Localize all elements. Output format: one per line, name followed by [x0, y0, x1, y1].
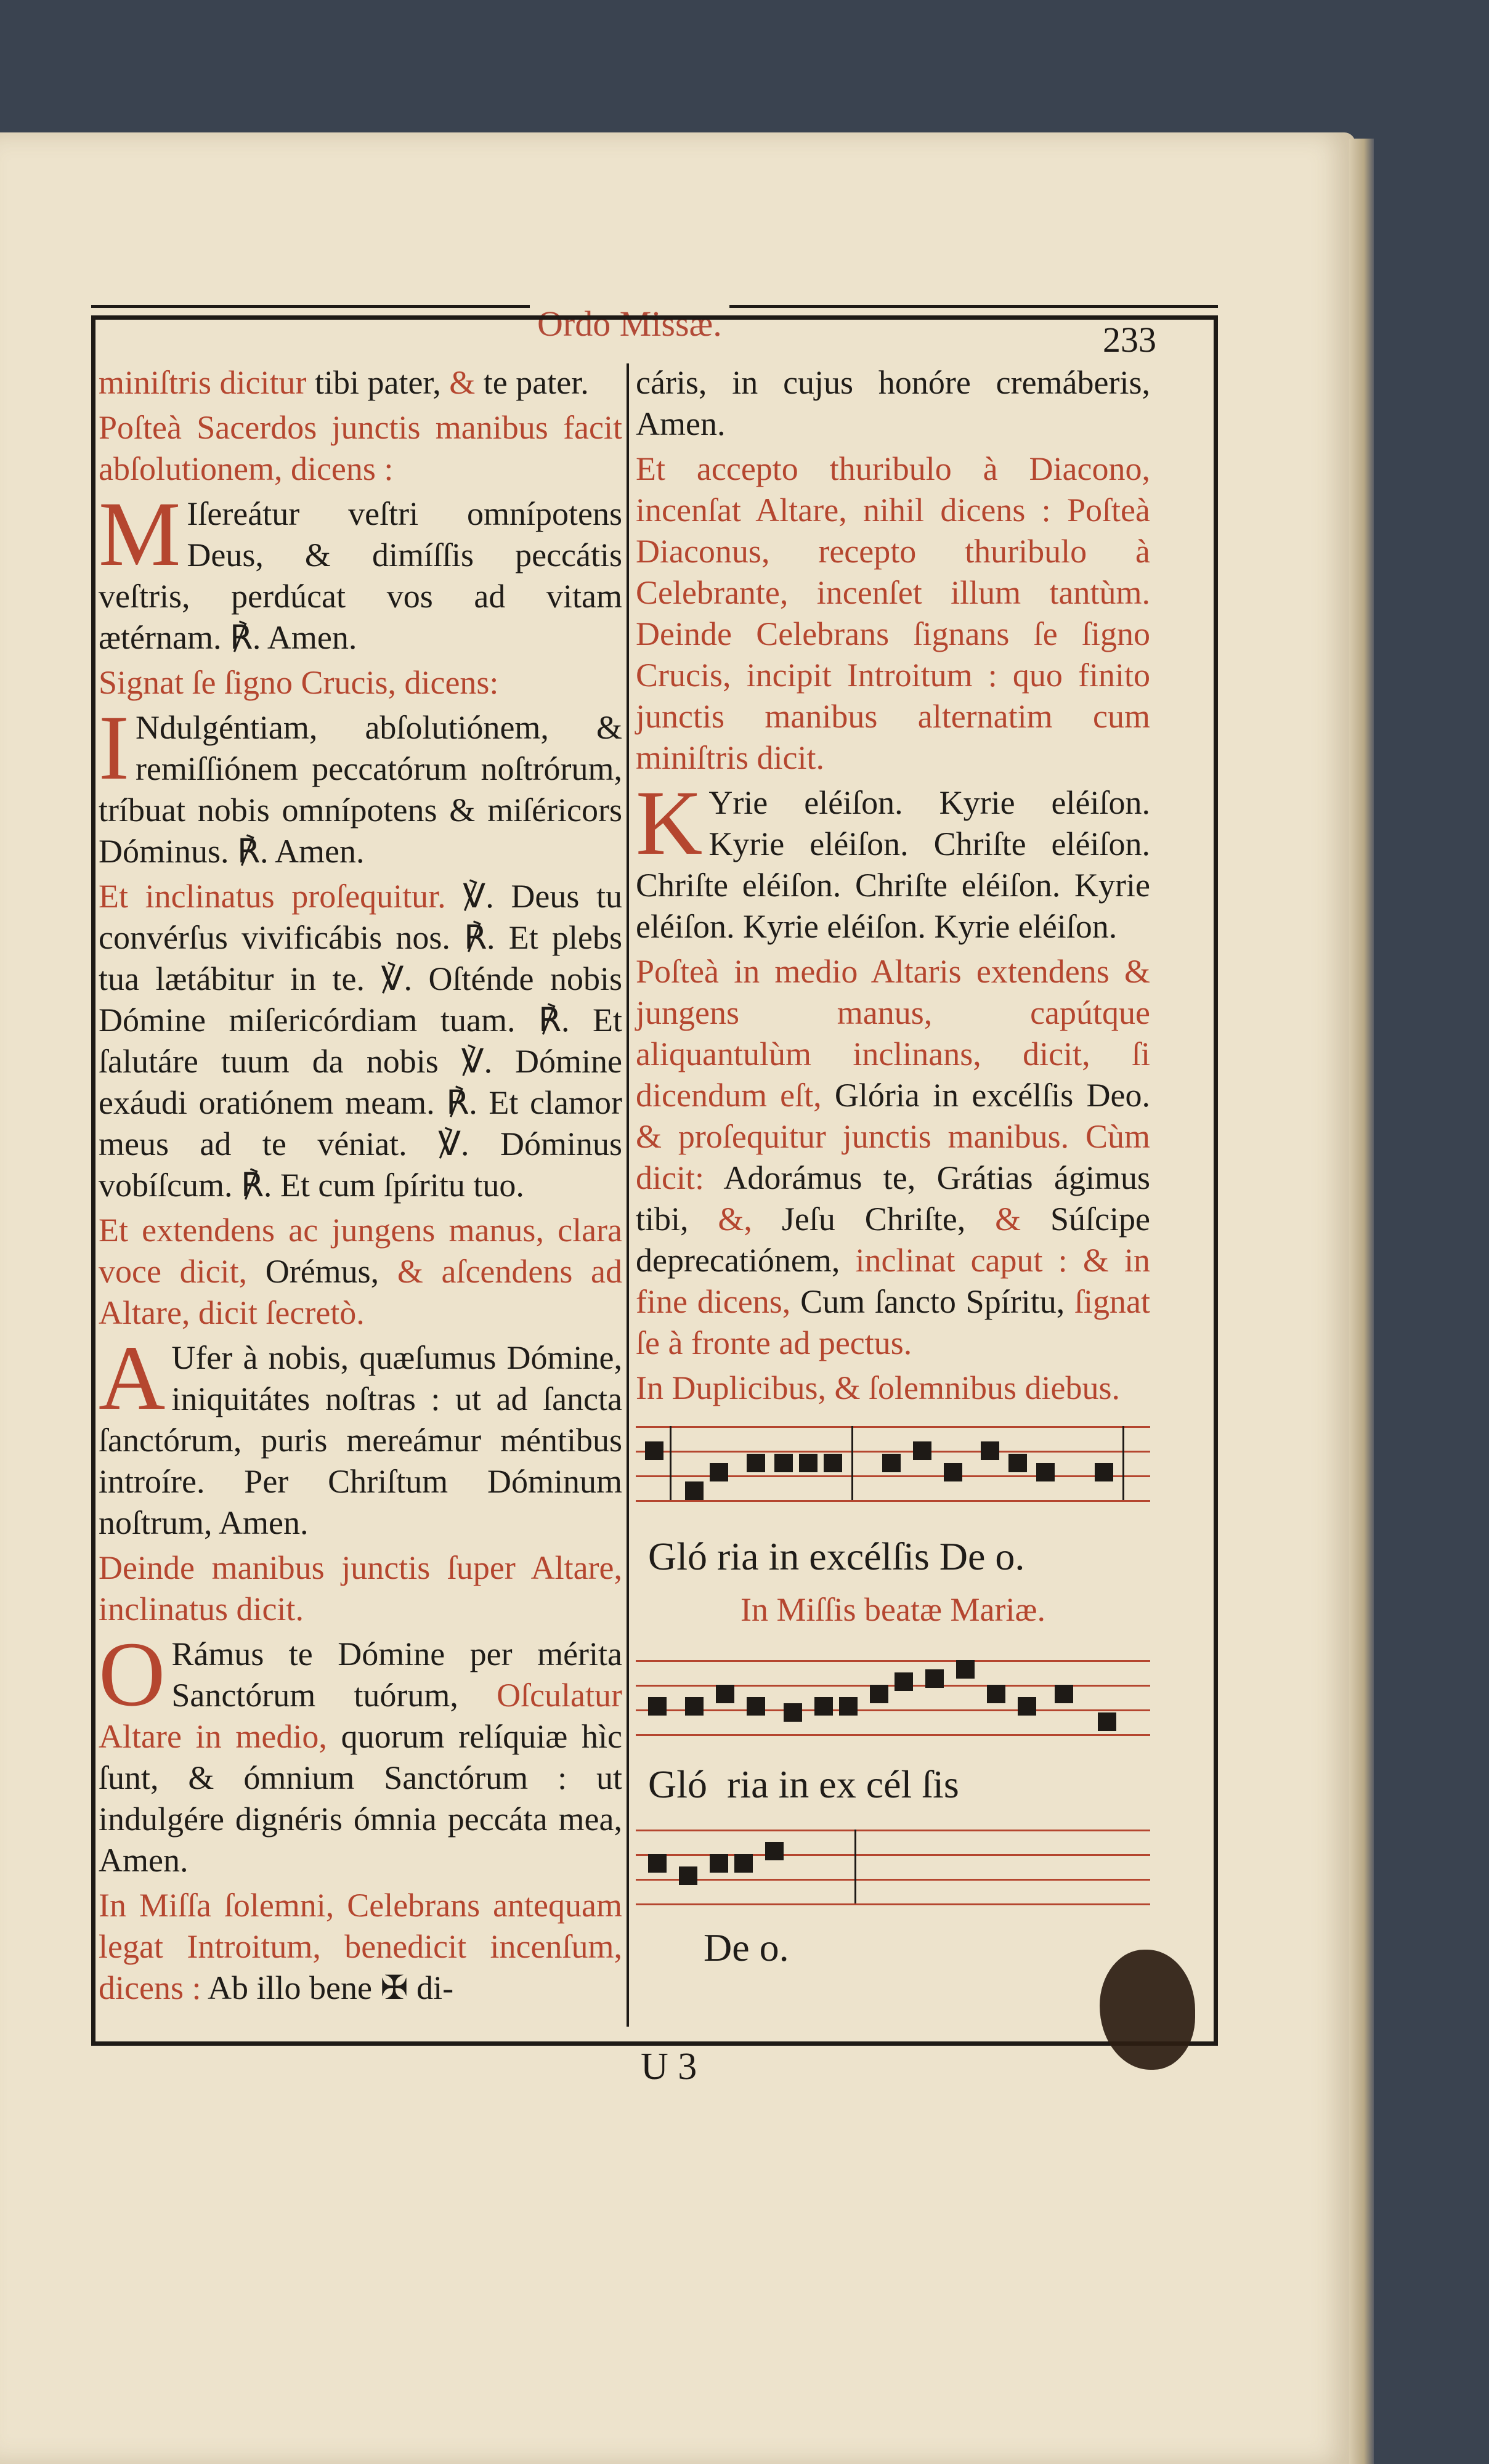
neume	[716, 1685, 734, 1703]
neume	[747, 1454, 765, 1472]
chant-heading-2: In Miſſis beatæ Mariæ.	[740, 1591, 1045, 1628]
neume	[645, 1441, 663, 1460]
neume	[679, 1866, 697, 1885]
left-column	[99, 362, 622, 2012]
left-paragraph: Deinde manibus junctis ſuper Altare, inclinatus dicit.	[99, 1549, 622, 1627]
chant-lyric-2: Gló ria in ex cél ſis	[648, 1762, 959, 1806]
neume	[1036, 1463, 1055, 1481]
neume	[685, 1481, 704, 1500]
left-paragraph: A Ufer à nobis, quæſumus Dómine, iniquitátes noſtras : ut ad ſancta ſanctórum, puris mereámur méntibus introíre. Per Chriſtum Dóminum noſtrum, Amen.	[99, 1337, 622, 1541]
chant-lyric-1: Gló ria in excélſis De o.	[648, 1534, 1025, 1578]
neume	[814, 1697, 833, 1716]
right-column-text	[636, 362, 1150, 1409]
neume	[839, 1697, 858, 1716]
page-edge	[1349, 139, 1374, 2464]
drop-initial: I	[99, 707, 129, 799]
chant-staff-1	[636, 1414, 1150, 1531]
neume	[765, 1842, 784, 1860]
right-column	[636, 362, 1150, 1980]
neume	[987, 1685, 1005, 1703]
neume	[747, 1697, 765, 1716]
right-paragraph: cáris, in cujus honóre cremáberis, Amen.	[636, 364, 1150, 442]
neume	[648, 1854, 667, 1873]
neume	[1018, 1697, 1036, 1716]
chant-staff-3	[636, 1817, 1150, 1922]
column-divider	[627, 363, 629, 2027]
neume	[981, 1441, 999, 1460]
neume	[870, 1685, 888, 1703]
signature-mark: U 3	[641, 2046, 697, 2088]
neume	[882, 1454, 901, 1472]
left-paragraph: O Rámus te Dómine per mérita Sanctórum tuórum, Oſculatur Altare in medio, quorum relíquiæ hìc ſunt, & ómnium Sanctórum : ut indulgére dignéris ómnia peccáta mea, Amen.	[99, 1634, 622, 1879]
chant-lyric-3: De o.	[704, 1926, 789, 1969]
page-number: 233	[1103, 320, 1156, 360]
right-paragraph: Poſteà in medio Altaris extendens & jungens manus, capútque aliquantulùm inclinans, dicit, ſi dicendum eſt, Glória in excélſis Deo. & proſequitur junctis manibus. Cùm dicit: Adorámus te, Grátias ágimus tibi, &, Jeſu Chriſte, & Súſcipe deprecatiónem, inclinat caput : & in fine dicens, Cum ſancto Spíritu, ſignat ſe à fronte ad pectus.	[636, 953, 1151, 1361]
neume	[1098, 1712, 1116, 1731]
drop-initial: A	[99, 1337, 166, 1429]
left-paragraph: Et extendens ac jungens manus, clara voce dicit, Orémus, & aſcendens ad Altare, dicit ſecretò.	[99, 1212, 623, 1331]
neume	[925, 1669, 944, 1688]
running-header: Ordo Missæ.	[530, 303, 729, 344]
right-paragraph: Et accepto thuribulo à Diacono, incenſat Altare, nihil dicens : Poſteà Diaconus, recepto thuribulo à Celebrante, incenſet illum tantùm. Deinde Celebrans ſignans ſe ſigno Crucis, incipit Introitum : quo finito junctis manibus alternatim cum miniſtris dicit.	[636, 450, 1150, 776]
neume	[685, 1697, 704, 1716]
left-paragraph: In Miſſa ſolemni, Celebrans antequam legat Introitum, benedicit incenſum, dicens : Ab illo bene ✠ di-	[99, 1887, 622, 2006]
drop-initial: M	[99, 493, 181, 585]
drop-initial: K	[636, 782, 703, 874]
left-paragraph: I Ndulgéntiam, abſolutiónem, & remiſſiónem peccatórum noſtrórum, tríbuat nobis omnípotens & miſéricors Dóminus. ℟. Amen.	[99, 707, 622, 870]
neume	[1055, 1685, 1073, 1703]
neume	[710, 1854, 728, 1873]
neume	[734, 1854, 753, 1873]
neume	[774, 1454, 793, 1472]
neume	[824, 1454, 842, 1472]
left-paragraph: Poſteà Sacerdos junctis manibus facit abſolutionem, dicens :	[99, 409, 622, 487]
neume	[944, 1463, 962, 1481]
right-paragraph: In Duplicibus, & ſolemnibus diebus.	[636, 1369, 1120, 1406]
neume	[956, 1660, 975, 1679]
left-paragraph: M Iſereátur veſtri omnípotens Deus, & dimíſſis peccátis veſtris, perdúcat vos ad vitam ætérnam. ℟. Amen.	[99, 493, 622, 656]
right-paragraph: K Yrie eléiſon. Kyrie eléiſon. Kyrie eléiſon. Chriſte eléiſon. Chriſte eléiſon. Chriſte eléiſon. Kyrie eléiſon. Kyrie eléiſon. Kyrie eléiſon.	[636, 782, 1150, 945]
drop-initial: O	[99, 1634, 166, 1725]
left-paragraph: Signat ſe ſigno Crucis, dicens:	[99, 664, 499, 701]
left-paragraph: miniſtris dicitur tibi pater, & te pater.	[99, 364, 589, 401]
neume	[895, 1672, 913, 1691]
left-paragraph: Et inclinatus proſequitur. ℣. Deus tu convérſus vivificábis nos. ℟. Et plebs tua lætábitur in te. ℣. Oſténde nobis Dómine miſericórdiam tuam. ℟. Et ſalutáre tuum da nobis ℣. Dómine exáudi oratiónem meam. ℟. Et clamor meus ad te véniat. ℣. Dóminus vobíſcum. ℟. Et cum ſpíritu tuo.	[99, 878, 622, 1204]
neume	[799, 1454, 818, 1472]
neume	[710, 1463, 728, 1481]
neume	[648, 1697, 667, 1716]
neume	[1095, 1463, 1113, 1481]
chant-staff-2	[636, 1635, 1150, 1759]
neume	[1008, 1454, 1027, 1472]
neume	[913, 1441, 931, 1460]
neume	[784, 1703, 802, 1722]
